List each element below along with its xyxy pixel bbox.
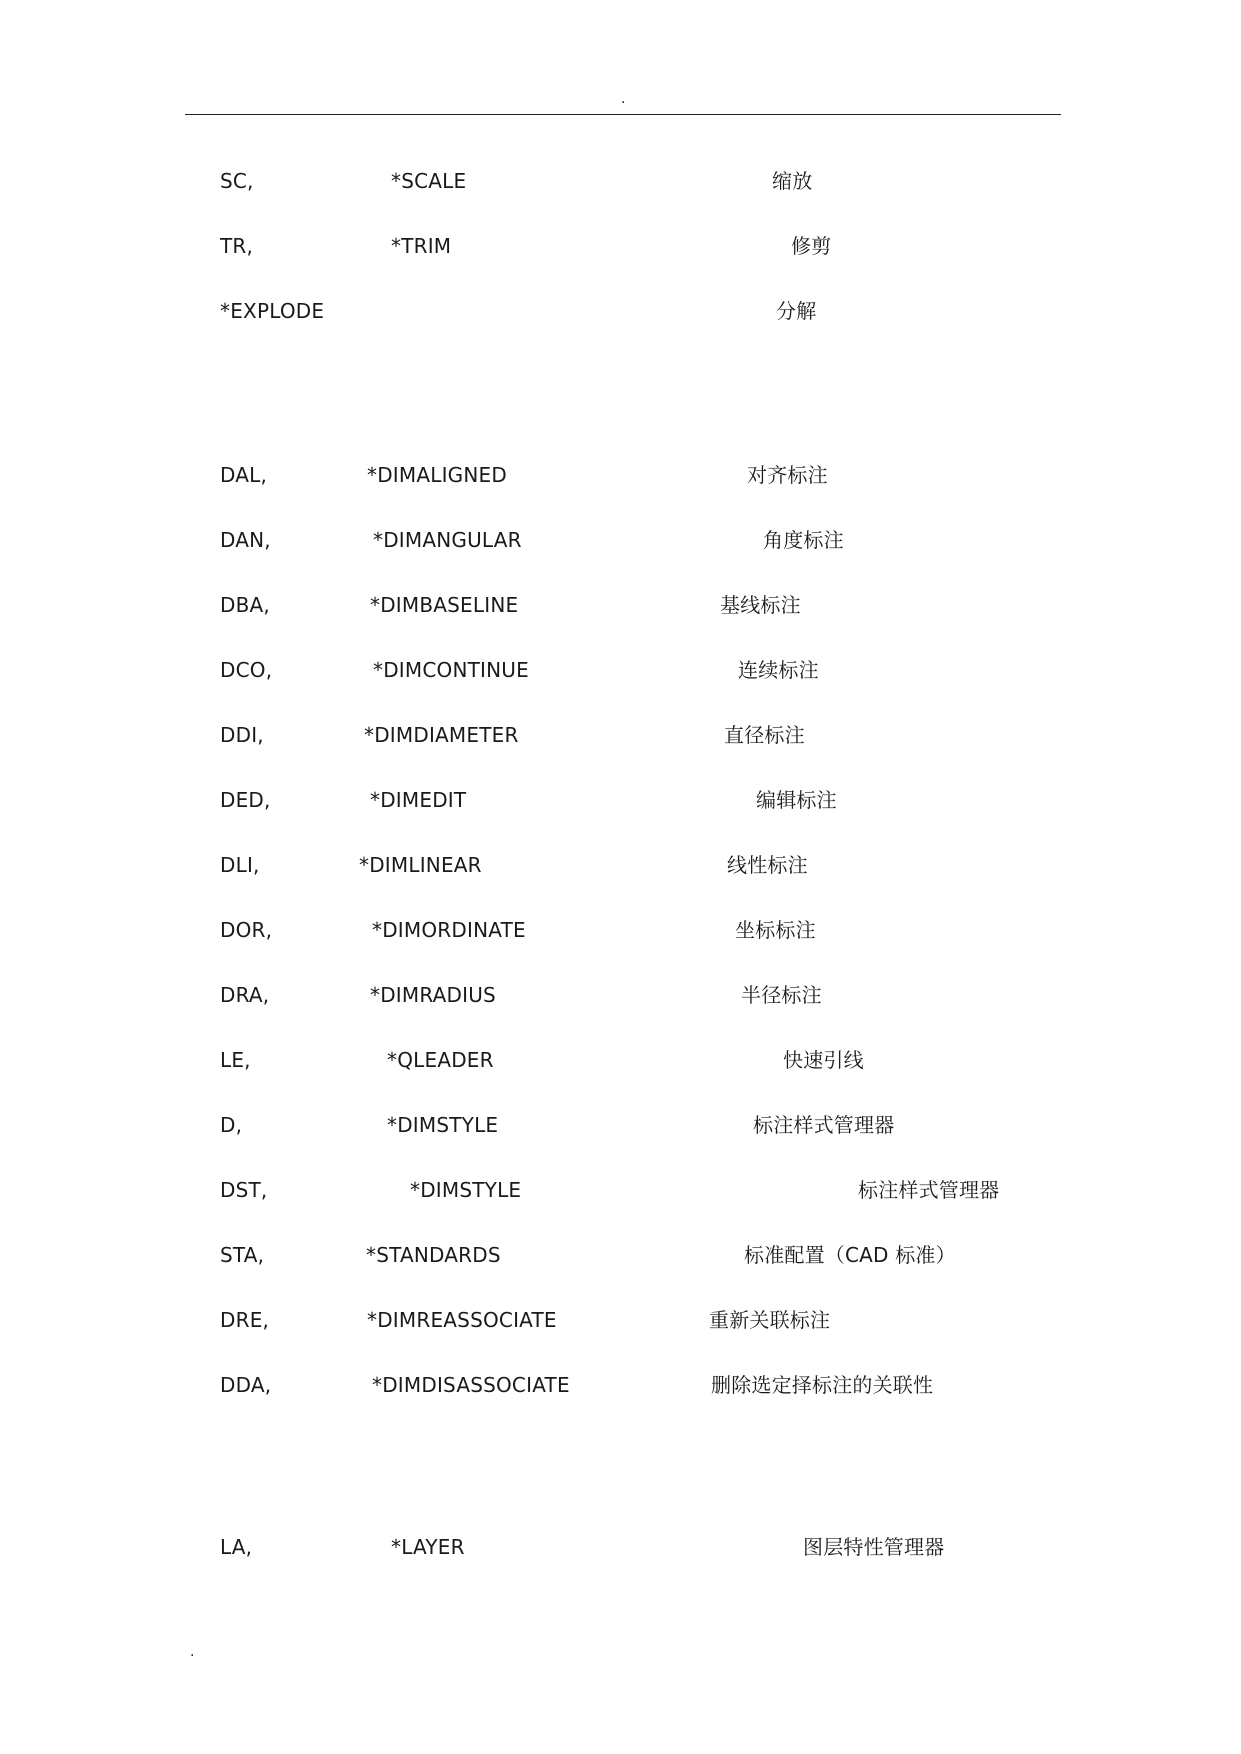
cmd-dimbaseline: *DIMBASELINE [370, 593, 519, 617]
desc-dimbaseline: 基线标注 [720, 593, 801, 617]
header-rule [185, 114, 1061, 115]
desc-scale: 缩放 [772, 169, 813, 193]
cmd-dimstyle-2: *DIMSTYLE [410, 1178, 522, 1202]
abbr-dor: DOR, [220, 918, 273, 942]
desc-dimradius: 半径标注 [741, 983, 822, 1007]
desc-layer: 图层特性管理器 [803, 1535, 945, 1559]
abbr-ded: DED, [220, 788, 271, 812]
cmd-dimradius: *DIMRADIUS [370, 983, 496, 1007]
desc-dimedit: 编辑标注 [756, 788, 837, 812]
abbr-dre: DRE, [220, 1308, 270, 1332]
cmd-dimdiameter: *DIMDIAMETER [364, 723, 519, 747]
abbr-dan: DAN, [220, 528, 271, 552]
cmd-standards: *STANDARDS [366, 1243, 501, 1267]
cmd-dimcontinue: *DIMCONTINUE [373, 658, 529, 682]
abbr-dra: DRA, [220, 983, 270, 1007]
desc-dimstyle-2: 标注样式管理器 [858, 1178, 1000, 1202]
cmd-dimaligned: *DIMALIGNED [367, 463, 507, 487]
desc-trim: 修剪 [791, 234, 832, 258]
desc-qleader: 快速引线 [783, 1048, 864, 1072]
desc-dimreassociate: 重新关联标注 [709, 1308, 831, 1332]
header-mark: . [621, 91, 626, 107]
cmd-dimlinear: *DIMLINEAR [359, 853, 482, 877]
cmd-dimdisassociate: *DIMDISASSOCIATE [372, 1373, 570, 1397]
cmd-scale: *SCALE [391, 169, 467, 193]
abbr-la: LA, [220, 1535, 253, 1559]
abbr-ddi: DDI, [220, 723, 264, 747]
desc-dimlinear: 线性标注 [727, 853, 808, 877]
cmd-trim: *TRIM [391, 234, 452, 258]
cmd-dimedit: *DIMEDIT [370, 788, 467, 812]
cmd-dimordinate: *DIMORDINATE [372, 918, 526, 942]
cmd-dimangular: *DIMANGULAR [373, 528, 522, 552]
desc-dimordinate: 坐标标注 [735, 918, 816, 942]
abbr-tr: TR, [220, 234, 254, 258]
abbr-d: D, [220, 1113, 243, 1137]
desc-dimstyle: 标注样式管理器 [753, 1113, 895, 1137]
desc-dimaligned: 对齐标注 [747, 463, 828, 487]
abbr-dli: DLI, [220, 853, 260, 877]
desc-dimangular: 角度标注 [763, 528, 844, 552]
abbr-dda: DDA, [220, 1373, 272, 1397]
abbr-dal: DAL, [220, 463, 268, 487]
footer-mark: . [190, 1644, 195, 1660]
desc-dimcontinue: 连续标注 [738, 658, 819, 682]
cmd-layer: *LAYER [391, 1535, 465, 1559]
cmd-qleader: *QLEADER [387, 1048, 494, 1072]
desc-dimdisassociate: 删除选定择标注的关联性 [711, 1373, 934, 1397]
cmd-dimreassociate: *DIMREASSOCIATE [367, 1308, 557, 1332]
desc-standards: 标准配置（CAD 标准） [744, 1243, 956, 1267]
abbr-le: LE, [220, 1048, 251, 1072]
abbr-explode: *EXPLODE [220, 299, 325, 323]
abbr-sta: STA, [220, 1243, 265, 1267]
abbr-sc: SC, [220, 169, 254, 193]
abbr-dco: DCO, [220, 658, 273, 682]
abbr-dst: DST, [220, 1178, 268, 1202]
abbr-dba: DBA, [220, 593, 270, 617]
cmd-dimstyle: *DIMSTYLE [387, 1113, 499, 1137]
desc-explode: 分解 [776, 299, 817, 323]
desc-dimdiameter: 直径标注 [724, 723, 805, 747]
